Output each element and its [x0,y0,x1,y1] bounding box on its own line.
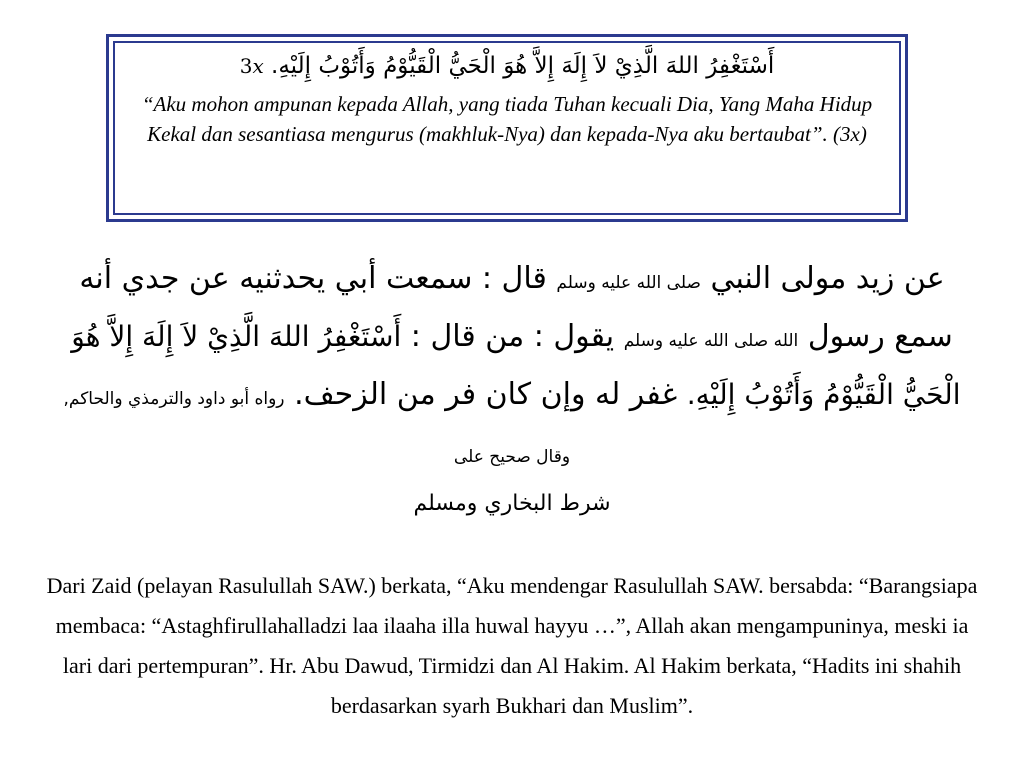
doa-box [106,34,908,222]
hadith-intro-2: قال : سمعت أبي يحدثنيه عن جدي أنه سمع رسول [79,261,953,354]
hadith-reward: غفر له وإن كان فر من الزحف. [294,377,678,412]
doa-arabic-text: أَسْتَغْفِرُ اللهَ الَّذِيْ لاَ إِلَهَ إِلاَّ هُوَ الْحَيُّ الْقَيُّوْمُ وَأَتُوْبُ إِلَيْهِ. [271,53,775,79]
hadith-arabic-text [52,252,972,524]
doa-translation: “Aku mohon ampunan kepada Allah, yang tiada Tuhan kecuali Dia, Yang Maha Hidup Kekal dan sesantiasa mengurus (makhluk-Nya) dan kepada-Nya aku bertaubat”. (3x) [141,92,873,146]
salawat-text: الله صلى الله عليه وسلم [623,331,799,351]
repeat-count: 3x [239,54,264,78]
hadith-narration: رواه أبو داود والترمذي والحاكم, وقال صحيح على [63,389,571,467]
hadith-translation: Dari Zaid (pelayan Rasulullah SAW.) berkata, “Aku mendengar Rasulullah SAW. bersabda: “Barangsiapa membaca: “Astaghfirullahalladzi laa ilaaha illa huwal hayyu …”, Allah akan mengampuninya, meski ia lari dari pertempuran”. Hr. Abu Dawud, Tirmidzi dan Al Hakim. Al Hakim berkata, “Hadits ini shahih berdasarkan syarh Bukhari dan Muslim”. [46,573,978,718]
hadith-intro-3: يقول : من قال : [410,319,615,354]
salawat-text: صلى الله عليه وسلم [556,273,701,293]
hadith-dhikr: أَسْتَغْفِرُ اللهَ الَّذِيْ لاَ إِلَهَ إِلاَّ هُوَ الْحَيُّ الْقَيُّوْمُ وَأَتُوْبُ إِلَيْهِ. [71,320,961,411]
doa-arabic-line [109,49,905,83]
hadith-intro-1: عن زيد مولى النبي [710,261,945,296]
hadith-grading: شرط البخاري ومسلم [413,491,611,516]
